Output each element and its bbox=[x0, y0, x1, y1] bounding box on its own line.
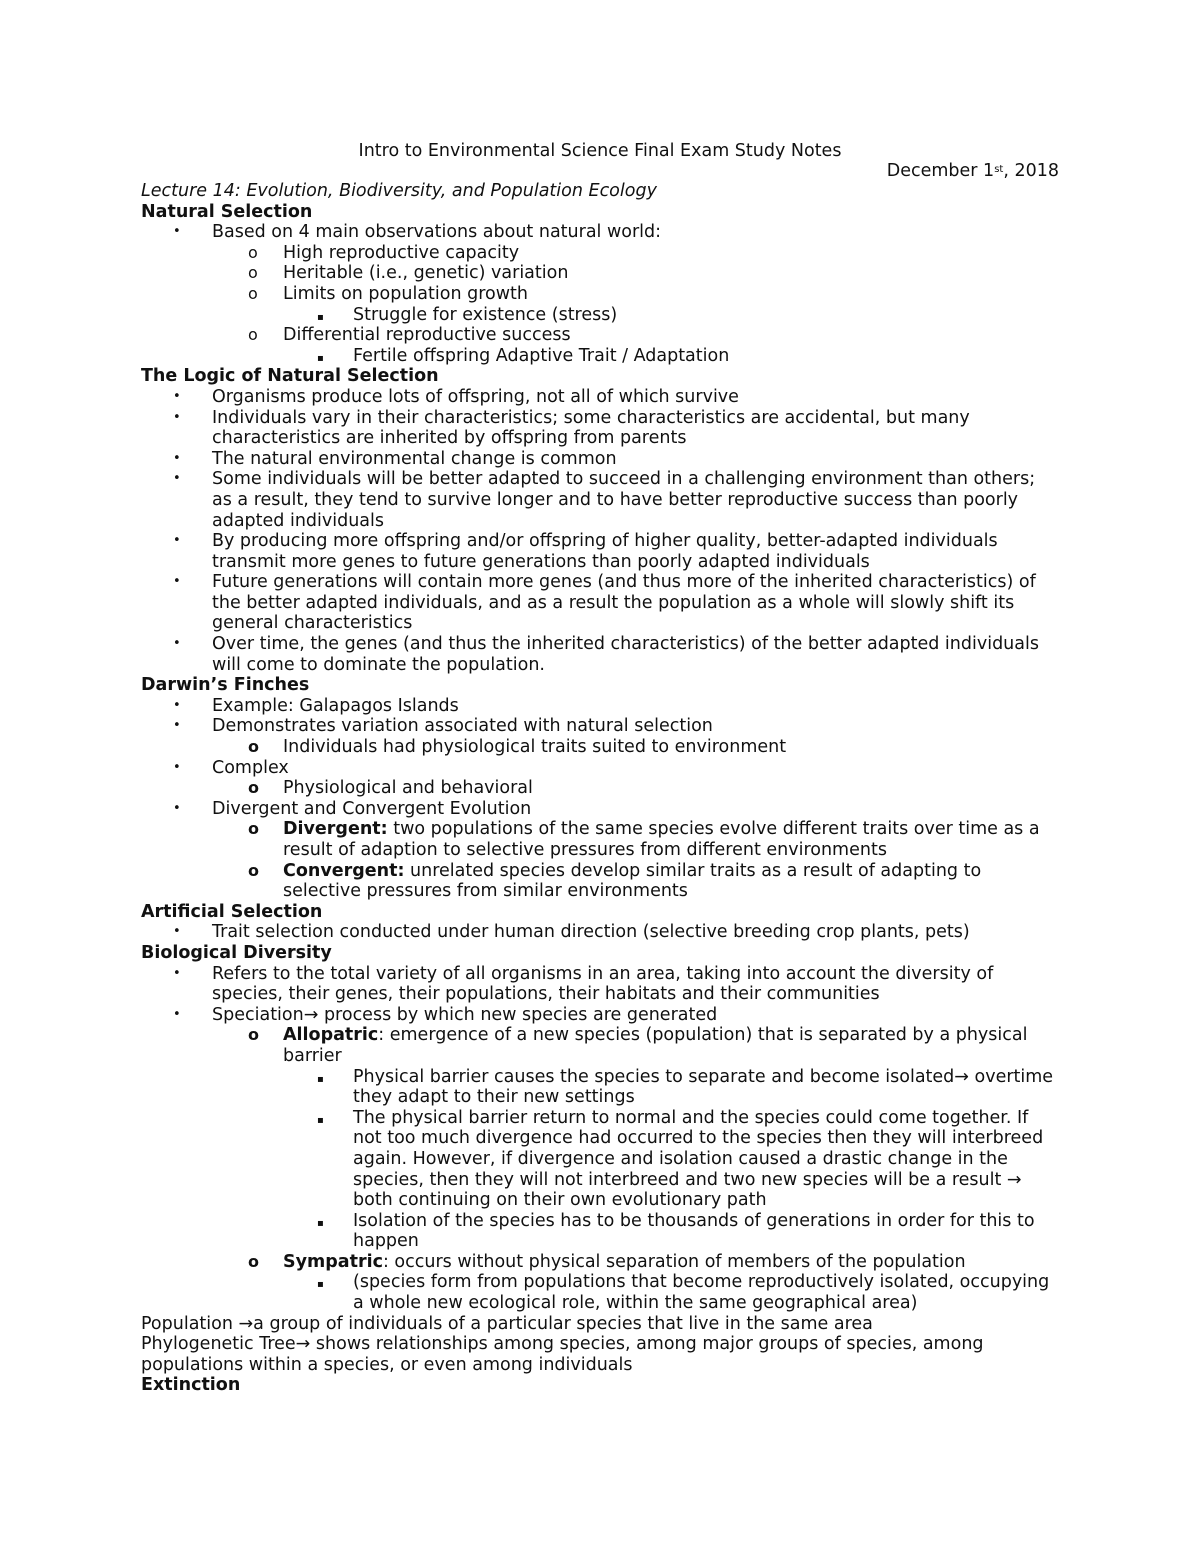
circle-bullet-icon: o bbox=[248, 1025, 259, 1045]
square-bullet-icon: ▪ bbox=[317, 1073, 324, 1085]
heading-artificial-selection: Artificial Selection bbox=[141, 901, 323, 922]
list-item: o Limits on population growth bbox=[248, 283, 528, 304]
circle-bullet-icon: o bbox=[248, 737, 259, 757]
list-item: • Example: Galapagos Islands bbox=[173, 695, 459, 716]
disc-bullet-icon: • bbox=[173, 224, 181, 240]
list-item: • Refers to the total variety of all organisms in an area, taking into account the diversity of species, their genes, their populations, their habitats and their communities bbox=[173, 963, 994, 1005]
term-divergent: Divergent: bbox=[283, 819, 388, 840]
circle-bullet-icon: o bbox=[248, 263, 258, 283]
square-bullet-icon: ▪ bbox=[317, 352, 324, 364]
heading-darwins-finches: Darwin’s Finches bbox=[141, 675, 310, 696]
list-item: ▪ The physical barrier return to normal and the species could come together. If not too much divergence had occurred to the species then they will interbreed again. However, if divergence and isolation caused a drastic change in the species, then they will not interbreed and two new species will be a result → both continuing on their own evolutionary path bbox=[317, 1107, 1044, 1211]
list-item: • Trait selection conducted under human direction (selective breeding crop plants, pets) bbox=[173, 922, 970, 943]
phylogenetic-tree-definition: Phylogenetic Tree→ shows relationships among species, among major groups of species, among populations within a species, or even among individuals bbox=[141, 1334, 984, 1375]
square-bullet-icon: ▪ bbox=[317, 1114, 324, 1126]
disc-bullet-icon: • bbox=[173, 924, 181, 940]
circle-bullet-icon: o bbox=[248, 283, 258, 303]
term-allopatric: Allopatric bbox=[283, 1025, 379, 1046]
population-definition: Population →a group of individuals of a particular species that live in the same area bbox=[141, 1313, 873, 1334]
term-sympatric: Sympatric bbox=[283, 1251, 383, 1272]
list-item: • Organisms produce lots of offspring, not all of which survive bbox=[173, 386, 739, 407]
list-item: ▪ Struggle for existence (stress) bbox=[141, 305, 1059, 326]
list-item: o Physiological and behavioral bbox=[248, 778, 533, 799]
list-item: o Heritable (i.e., genetic) variation bbox=[248, 263, 569, 284]
document-title: Intro to Environmental Science Final Exam Study Notes bbox=[358, 141, 842, 161]
heading-logic-natural-selection: The Logic of Natural Selection bbox=[141, 366, 439, 387]
disc-bullet-icon: • bbox=[173, 697, 181, 713]
square-bullet-icon: ▪ bbox=[317, 1217, 324, 1229]
circle-bullet-icon: o bbox=[248, 860, 259, 880]
logic-list bbox=[141, 387, 1059, 675]
circle-bullet-icon: o bbox=[248, 325, 258, 345]
disc-bullet-icon: • bbox=[173, 574, 181, 590]
list-item: ▪ Physical barrier causes the species to separate and become isolated→ overtime they adapt to their new settings bbox=[317, 1066, 1054, 1108]
list-item: o Differential reproductive success bbox=[248, 325, 571, 346]
list-item: o Individuals had physiological traits suited to environment bbox=[248, 737, 787, 758]
disc-bullet-icon: • bbox=[173, 718, 181, 734]
list-item: • Complex bbox=[173, 757, 289, 778]
document-date bbox=[887, 161, 1059, 182]
list-item: • Some individuals will be better adapted to succeed in a challenging environment than others; as a result, they tend to survive longer and to have better reproductive success than poorly adapted individuals bbox=[173, 469, 1036, 531]
list-item: o Allopatric: emergence of a new species (population) that is separated by a physical barrier bbox=[248, 1025, 1028, 1066]
list-item: o Convergent: unrelated species develop similar traits as a result of adapting to selective pressures from similar environments bbox=[248, 860, 982, 902]
heading-natural-selection: Natural Selection bbox=[141, 201, 313, 222]
heading-extinction: Extinction bbox=[141, 1375, 241, 1396]
list-item: o High reproductive capacity bbox=[248, 242, 520, 263]
circle-bullet-icon: o bbox=[248, 819, 259, 839]
square-bullet-icon: ▪ bbox=[317, 1279, 324, 1291]
list-item: o Sympatric: occurs without physical separation of members of the population bbox=[248, 1251, 966, 1272]
term-convergent: Convergent: bbox=[283, 860, 405, 881]
disc-bullet-icon: • bbox=[173, 388, 181, 404]
disc-bullet-icon: • bbox=[173, 636, 181, 652]
list-item: • Based on 4 main observations about natural world: bbox=[173, 222, 662, 243]
disc-bullet-icon: • bbox=[173, 409, 181, 425]
list-item: • Individuals vary in their characteristics; some characteristics are accidental, but many characteristics are inherited by offspring from parents bbox=[173, 407, 970, 449]
list-item: ▪ (species form from populations that become reproductively isolated, occupying a whole new ecological role, within the same geographical area) bbox=[317, 1272, 1050, 1314]
darwin-list bbox=[141, 696, 1059, 737]
date-text: December 1 bbox=[886, 161, 995, 181]
list-item: ▪ Isolation of the species has to be thousands of generations in order for this to happen bbox=[317, 1210, 1035, 1252]
list-item: • Demonstrates variation associated with natural selection bbox=[173, 716, 713, 737]
heading-biological-diversity: Biological Diversity bbox=[141, 942, 332, 963]
natural-selection-list bbox=[141, 222, 1059, 243]
list-item: • Divergent and Convergent Evolution bbox=[173, 798, 532, 819]
disc-bullet-icon: • bbox=[173, 1006, 181, 1022]
list-item: • By producing more offspring and/or offspring of higher quality, better-adapted individuals transmit more genes to future generations than poorly adapted individuals bbox=[173, 531, 998, 572]
observations-list bbox=[141, 243, 1059, 305]
disc-bullet-icon: • bbox=[173, 533, 181, 549]
disc-bullet-icon: • bbox=[173, 471, 181, 487]
disc-bullet-icon: • bbox=[173, 965, 181, 981]
list-item: • Future generations will contain more genes (and thus more of the inherited characteristics) of the better adapted individuals, and as a result the population as a whole will slowly shift its general characteristics bbox=[173, 572, 1036, 634]
list-item: • The natural environmental change is common bbox=[173, 448, 617, 469]
circle-bullet-icon: o bbox=[248, 242, 258, 262]
square-bullet-icon: ▪ bbox=[317, 311, 324, 323]
document-body bbox=[141, 181, 1059, 1396]
circle-bullet-icon: o bbox=[248, 778, 259, 798]
list-item: ▪ Fertile offspring Adaptive Trait / Adaptation bbox=[141, 346, 1059, 367]
circle-bullet-icon: o bbox=[248, 1251, 259, 1271]
disc-bullet-icon: • bbox=[173, 450, 181, 466]
disc-bullet-icon: • bbox=[173, 759, 181, 775]
date-year: , 2018 bbox=[1003, 161, 1059, 181]
lecture-title: Lecture 14: Evolution, Biodiversity, and Population Ecology bbox=[141, 181, 657, 201]
date-ordinal: st bbox=[994, 164, 1004, 175]
disc-bullet-icon: • bbox=[173, 800, 181, 816]
list-item: • Speciation→ process by which new species are generated bbox=[173, 1004, 718, 1025]
list-item: • Over time, the genes (and thus the inherited characteristics) of the better adapted individuals will come to dominate the population. bbox=[173, 634, 1039, 675]
list-item: o Divergent: two populations of the same species evolve different traits over time as a result of adaption to selective pressures from different environments bbox=[248, 819, 1040, 860]
